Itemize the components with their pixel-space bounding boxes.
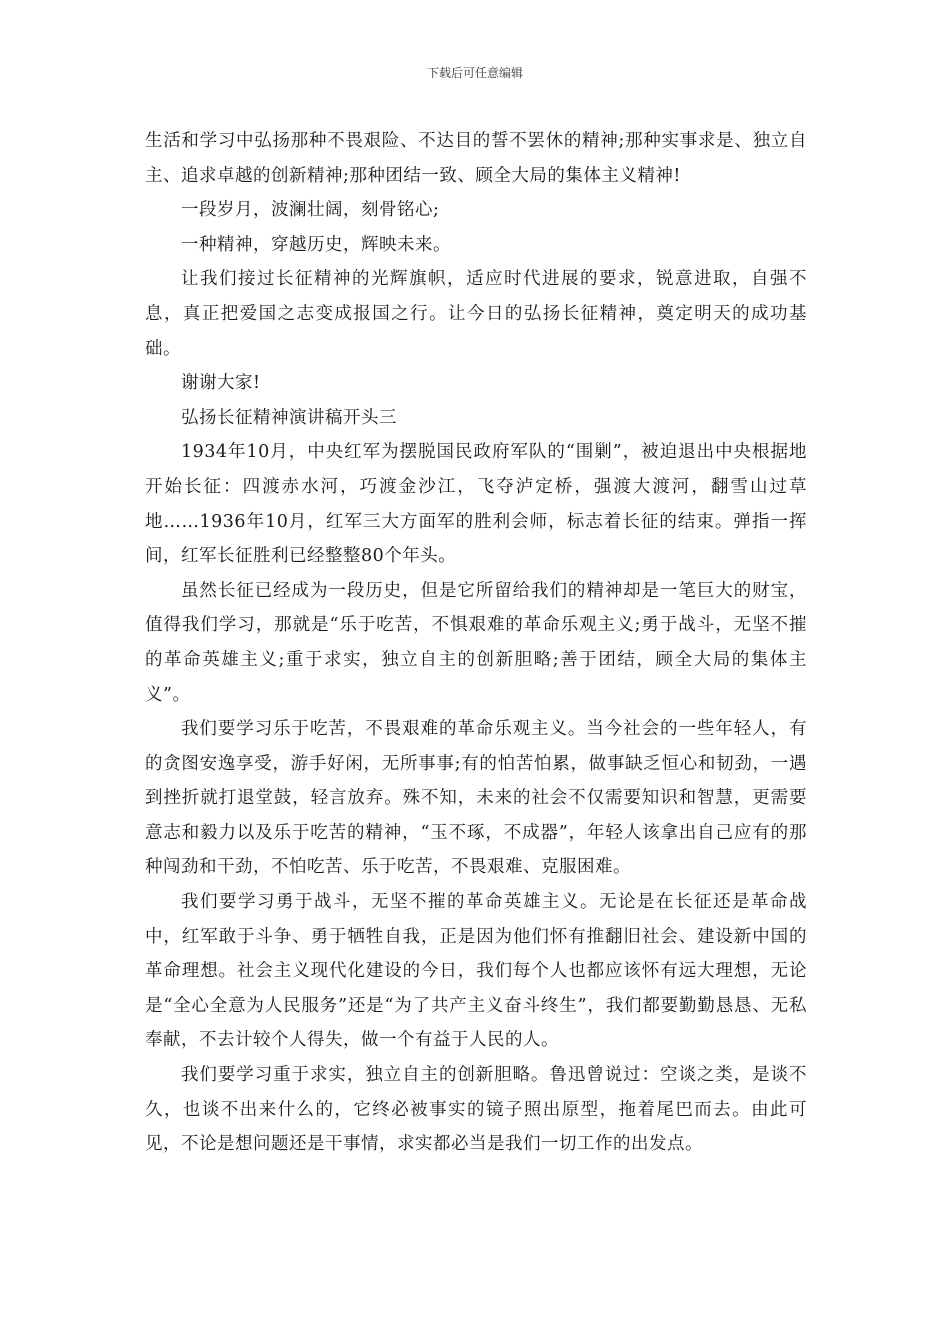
section-heading: 弘扬长征精神演讲稿开头三: [181, 407, 397, 428]
paragraph-pragmatism: 我们要学习重于求实，独立自主的创新胆略。鲁迅曾说过：空谈之类，是谈不久，也谈不出来什么的，它终必被事实的镜子照出原型，拖着尾巴而去。由此可见，不论是想问题还是干事情，求实都必当是我们一切工作的出发点。: [145, 1065, 807, 1155]
paragraph-history: 1934年10月，中央红军为摆脱国民政府军队的“围剿”，被迫退出中央根据地开始长征：四渡赤水河，巧渡金沙江，飞夺泸定桥，强渡大渡河，翻雪山过草地……1936年10月，红军三大方面军的胜利会师，标志着长征的结束。弹指一挥间，红军长征胜利已经整整80个年头。: [145, 442, 807, 567]
paragraph-verse-2: 一种精神，穿越历史，辉映未来。: [181, 234, 451, 255]
page-header: 下载后可任意编辑: [426, 66, 523, 80]
paragraph-continuation: 生活和学习中弘扬那种不畏艰险、不达目的誓不罢休的精神;那种实事求是、独立自主、追求卓越的创新精神;那种团结一致、顾全大局的集体主义精神!: [145, 131, 807, 186]
document-body: [145, 124, 807, 1162]
paragraph-spirit: 虽然长征已经成为一段历史，但是它所留给我们的精神却是一笔巨大的财宝，值得我们学习，那就是“乐于吃苦，不惧艰难的革命乐观主义;勇于战斗，无坚不摧的革命英雄主义;重于求实，独立自主的创新胆略;善于团结，顾全大局的集体主义”。: [145, 580, 807, 705]
paragraph-thanks: 谢谢大家!: [181, 373, 261, 394]
paragraph-optimism: 我们要学习乐于吃苦，不畏艰难的革命乐观主义。当今社会的一些年轻人，有的贪图安逸享受，游手好闲，无所事事;有的怕苦怕累，做事缺乏恒心和韧劲，一遇到挫折就打退堂鼓，轻言放弃。殊不知，未来的社会不仅需要知识和智慧，更需要意志和毅力以及乐于吃苦的精神，“玉不琢，不成器”，年轻人该拿出自己应有的那种闯劲和干劲，不怕吃苦、乐于吃苦，不畏艰难、克服困难。: [145, 719, 807, 878]
paragraph-call-to-action: 让我们接过长征精神的光辉旗帜，适应时代进展的要求，锐意进取，自强不息，真正把爱国之志变成报国之行。让今日的弘扬长征精神，奠定明天的成功基础。: [145, 269, 807, 359]
paragraph-verse-1: 一段岁月，波澜壮阔，刻骨铭心;: [181, 200, 440, 221]
paragraph-heroism: 我们要学习勇于战斗，无坚不摧的革命英雄主义。无论是在长征还是革命战中，红军敢于斗争、勇于牺牲自我，正是因为他们怀有推翻旧社会、建设新中国的革命理想。社会主义现代化建设的今日，我们每个人也都应该怀有远大理想，无论是“全心全意为人民服务”还是“为了共产主义奋斗终生”，我们都要勤勤恳恳、无私奉献，不去计较个人得失，做一个有益于人民的人。: [145, 892, 807, 1051]
